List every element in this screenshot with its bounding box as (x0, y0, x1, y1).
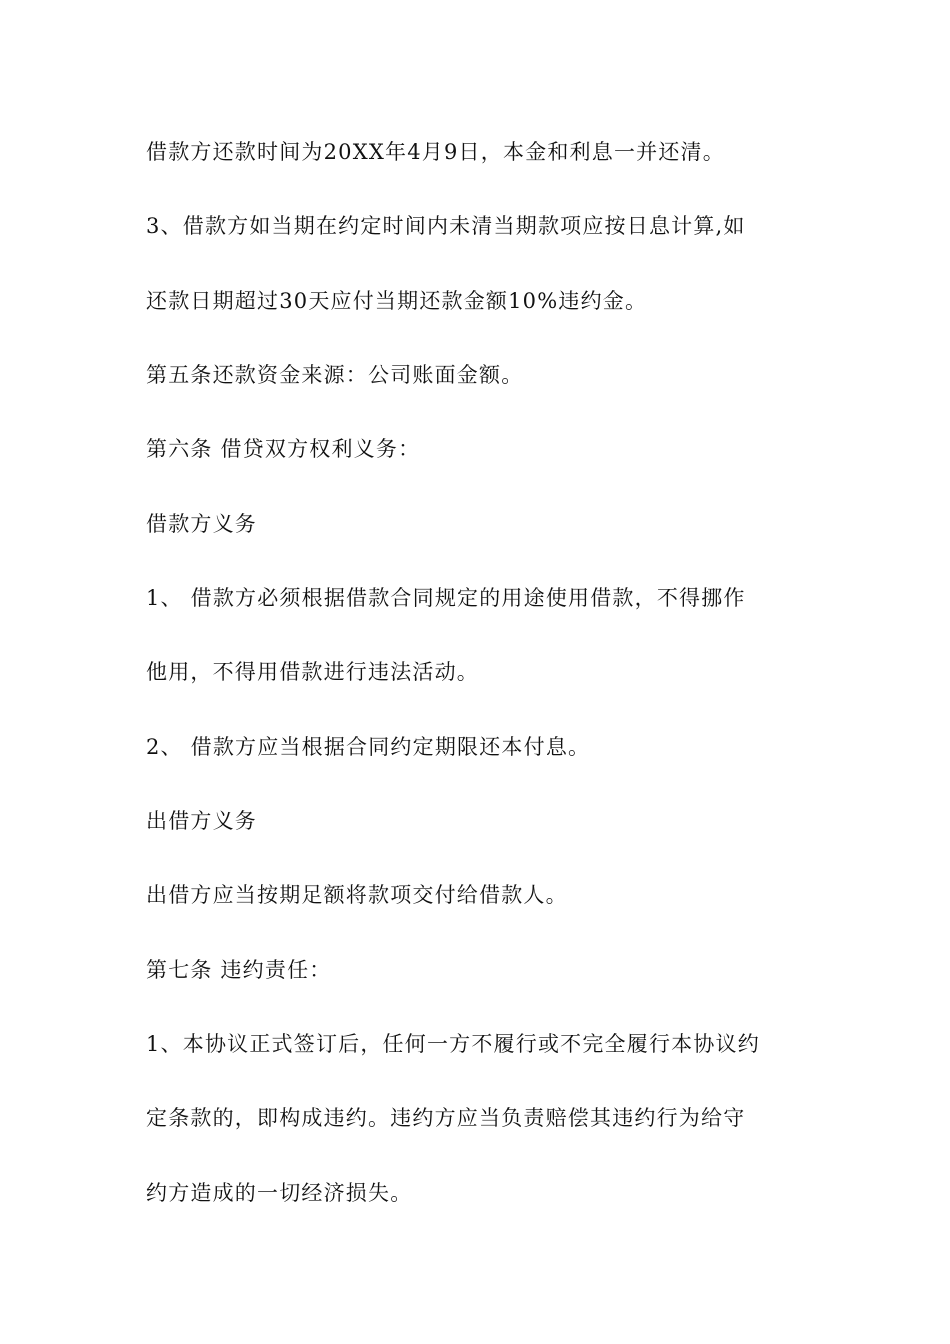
text-line: 还款日期超过30天应付当期还款金额10%违约金。 (146, 289, 648, 313)
text-line: 出借方义务 (146, 809, 257, 833)
text-line: 2、 借款方应当根据合同约定期限还本付息。 (146, 735, 591, 759)
text-line: 借款方还款时间为20XX年4月9日，本金和利息一并还清。 (146, 140, 725, 164)
text-line: 借款方义务 (146, 512, 257, 536)
text-line: 约方造成的一切经济损失。 (146, 1181, 413, 1205)
text-line: 1、 借款方必须根据借款合同规定的用途使用借款，不得挪作 (146, 586, 746, 610)
text-line: 第七条 违约责任： (146, 958, 332, 982)
text-line: 出借方应当按期足额将款项交付给借款人。 (146, 883, 568, 907)
text-line: 1、本协议正式签订后，任何一方不履行或不完全履行本协议约 (146, 1032, 760, 1056)
text-line: 定条款的，即构成违约。违约方应当负责赔偿其违约行为给守 (146, 1106, 746, 1130)
text-line: 第六条 借贷双方权利义务： (146, 437, 421, 461)
text-line: 第五条还款资金来源：公司账面金额。 (146, 363, 524, 387)
text-line: 3、借款方如当期在约定时间内未清当期款项应按日息计算,如 (146, 214, 746, 238)
text-line: 他用，不得用借款进行违法活动。 (146, 660, 479, 684)
